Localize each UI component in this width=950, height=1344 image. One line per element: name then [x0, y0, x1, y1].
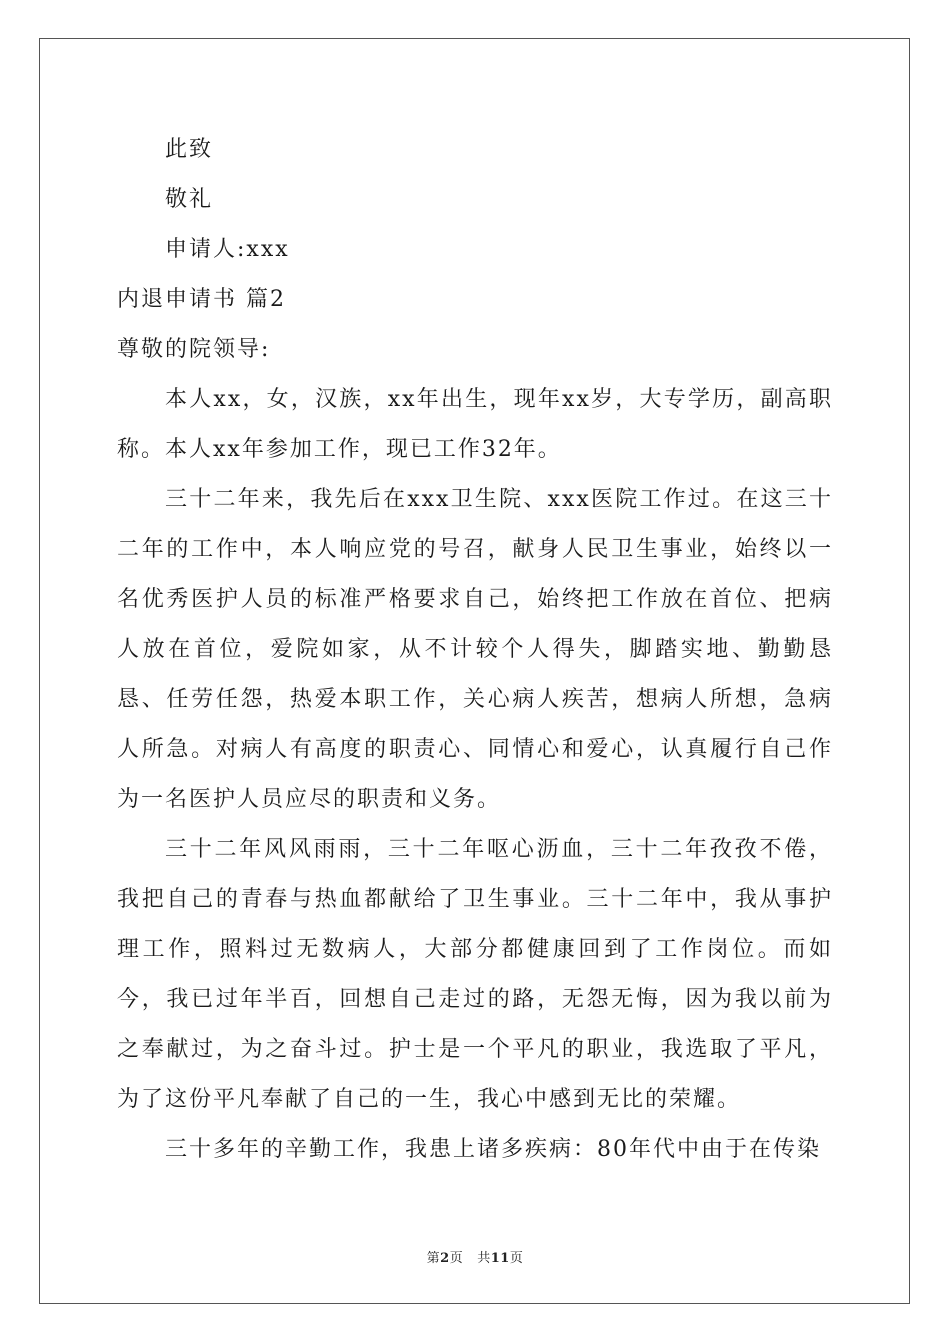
signature-line: 申请人:xxx: [165, 237, 290, 262]
salutation: 尊敬的院领导:: [117, 337, 271, 362]
closing-line-1: 此致: [165, 137, 214, 162]
total-suffix: 页: [509, 1251, 524, 1266]
page-suffix: 页: [449, 1251, 464, 1266]
page-number: 2: [440, 1251, 450, 1266]
paragraph-3: 三十二年风风雨雨，三十二年呕心沥血，三十二年孜孜不倦，我把自己的青春与热血都献给了卫生事业。三十二年中，我从事护理工作，照料过无数病人，大部分都健康回到了工作岗位。而如今，我已过年半百，回想自己走过的路，无怨无悔，因为我以前为之奉献过，为之奋斗过。护士是一个平凡的职业，我选取了平凡，为了这份平凡奉献了自己的一生，我心中感到无比的荣耀。: [117, 837, 833, 1112]
paragraph-1: 本人xx，女，汉族，xx年出生，现年xx岁，大专学历，副高职称。本人xx年参加工作，现已工作32年。: [117, 387, 833, 462]
page-footer: [0, 1247, 950, 1266]
page-prefix: 第: [426, 1251, 441, 1266]
closing-line-2: 敬礼: [165, 187, 214, 212]
section-title: 内退申请书 篇2: [117, 287, 286, 312]
total-prefix: 共: [477, 1251, 491, 1266]
paragraph-2: 三十二年来，我先后在xxx卫生院、xxx医院工作过。在这三十二年的工作中，本人响应党的号召，献身人民卫生事业，始终以一名优秀医护人员的标准严格要求自己，始终把工作放在首位、把病人放在首位，爱院如家，从不计较个人得失，脚踏实地、勤勤恳恳、任劳任怨，热爱本职工作，关心病人疾苦，想病人所想，急病人所急。对病人有高度的职责心、同情心和爱心，认真履行自己作为一名医护人员应尽的职责和义务。: [117, 487, 833, 812]
document-body: [117, 125, 833, 1175]
total-pages: 11: [490, 1251, 510, 1266]
paragraph-4: 三十多年的辛勤工作，我患上诸多疾病：80年代中由于在传染: [165, 1137, 821, 1162]
